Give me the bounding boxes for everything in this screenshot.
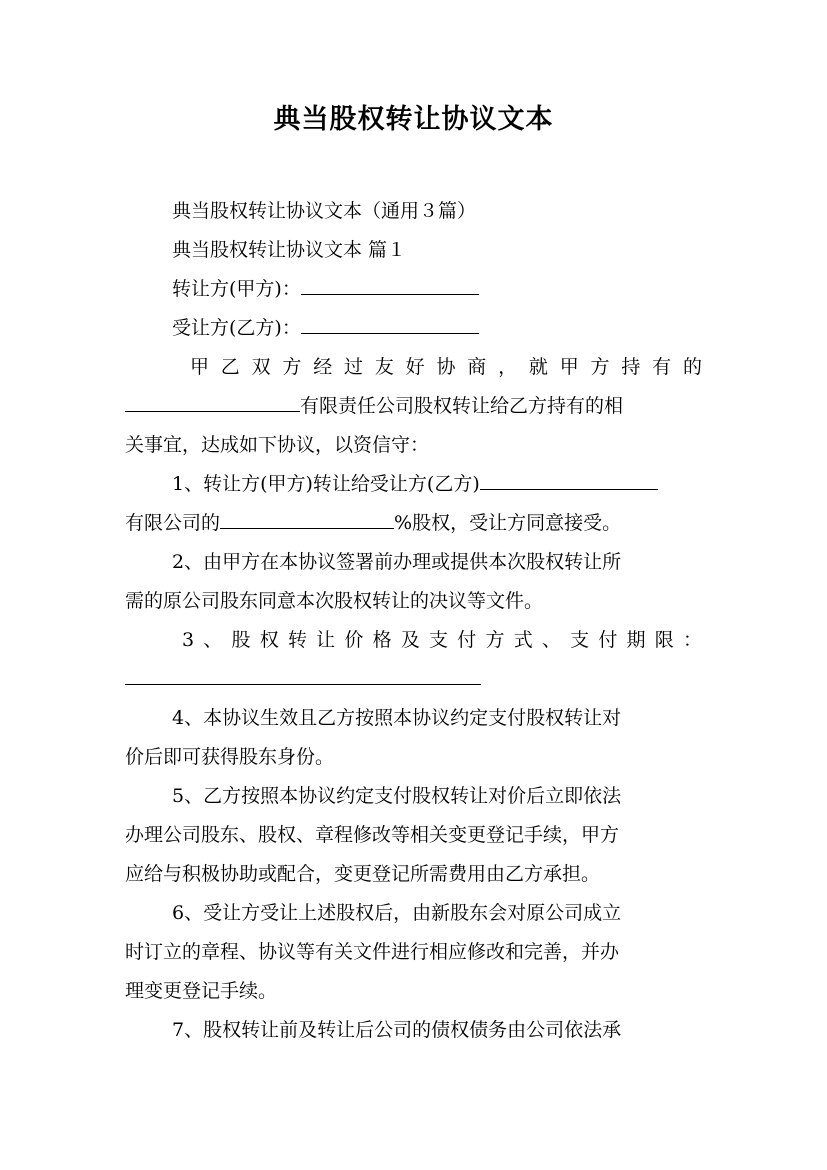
clause-1-text2b: %股权，受让方同意接受。: [394, 512, 622, 534]
clause-2-text1: 2、由甲方在本协议签署前办理或提供本次股权转让所: [172, 551, 622, 573]
transferor-line: [172, 274, 479, 304]
clause-2-line2: [125, 586, 543, 616]
clause-4-text1: 4、本协议生效且乙方按照本协议约定支付股权转让对: [172, 707, 622, 729]
clause-2-text2: 需的原公司股东同意本次股权转让的决议等文件。: [125, 590, 544, 612]
clause-1-line2: [125, 508, 621, 538]
clause-6-line2: [125, 937, 619, 967]
clause-1-text2a: 有限公司的: [125, 512, 221, 534]
paragraph-intro-text3: 关事宜，达成如下协议，以资信守：: [125, 434, 430, 456]
clause-4-line2: [125, 742, 334, 772]
clause-6-text1: 6、受让方受让上述股权后，由新股东会对原公司成立: [172, 902, 622, 924]
clause-6-line1: [172, 898, 621, 928]
clause-5-text2: 办理公司股东、股权、章程修改等相关变更登记手续，甲方: [125, 824, 620, 846]
clause-5-text3: 应给与积极协助或配合，变更登记所需费用由乙方承担。: [125, 863, 601, 885]
clause-2-line1: [172, 547, 621, 577]
clause-6-text3: 理变更登记手续。: [125, 980, 278, 1002]
clause-1-line1: [172, 469, 658, 499]
paragraph-intro-line3: [125, 430, 429, 460]
transferee-label: 受让方(乙方)：: [172, 317, 301, 339]
clause-5-line2: [125, 820, 619, 850]
clause-1-percent-blank: [220, 509, 394, 529]
transferee-blank: [301, 314, 479, 334]
clause-3-line1: [182, 625, 702, 655]
clause-3-text1: 3、股权转让价格及支付方式、支付期限：: [182, 629, 702, 651]
clause-7-text1: 7、股权转让前及转让后公司的债权债务由公司依法承: [172, 1019, 622, 1041]
clause-3-blank: [125, 665, 481, 685]
transferee-line: [172, 313, 479, 343]
paragraph-intro-text1: 甲乙双方经过友好协商，就甲方持有的: [190, 356, 702, 378]
paragraph-intro-line2: [125, 391, 623, 421]
clause-7-line1: [172, 1015, 621, 1045]
company-name-blank: [125, 392, 300, 412]
clause-5-line3: [125, 859, 600, 889]
clause-4-text2: 价后即可获得股东身份。: [125, 746, 335, 768]
clause-4-line1: [172, 703, 621, 733]
subtitle-text: 典当股权转让协议文本（通用３篇）: [172, 200, 477, 222]
clause-5-line1: [172, 781, 621, 811]
subtitle-line: [172, 196, 476, 226]
section-heading: [172, 235, 406, 265]
clause-3-line2: [125, 664, 481, 694]
clause-6-line3: [125, 976, 277, 1006]
document-title: 典当股权转让协议文本: [273, 104, 554, 135]
paragraph-intro-text2: 有限责任公司股权转让给乙方持有的相: [300, 395, 624, 417]
paragraph-intro-line1: [190, 352, 702, 382]
transferor-label: 转让方(甲方)：: [172, 278, 301, 300]
clause-1-text1: 1、转让方(甲方)转让给受让方(乙方): [172, 473, 480, 495]
clause-6-text2: 时订立的章程、协议等有关文件进行相应修改和完善，并办: [125, 941, 620, 963]
section-heading-text: 典当股权转让协议文本 篇１: [172, 239, 407, 261]
transferor-blank: [301, 275, 479, 295]
clause-1-company-blank: [480, 470, 658, 490]
clause-5-text1: 5、乙方按照本协议约定支付股权转让对价后立即依法: [172, 785, 622, 807]
